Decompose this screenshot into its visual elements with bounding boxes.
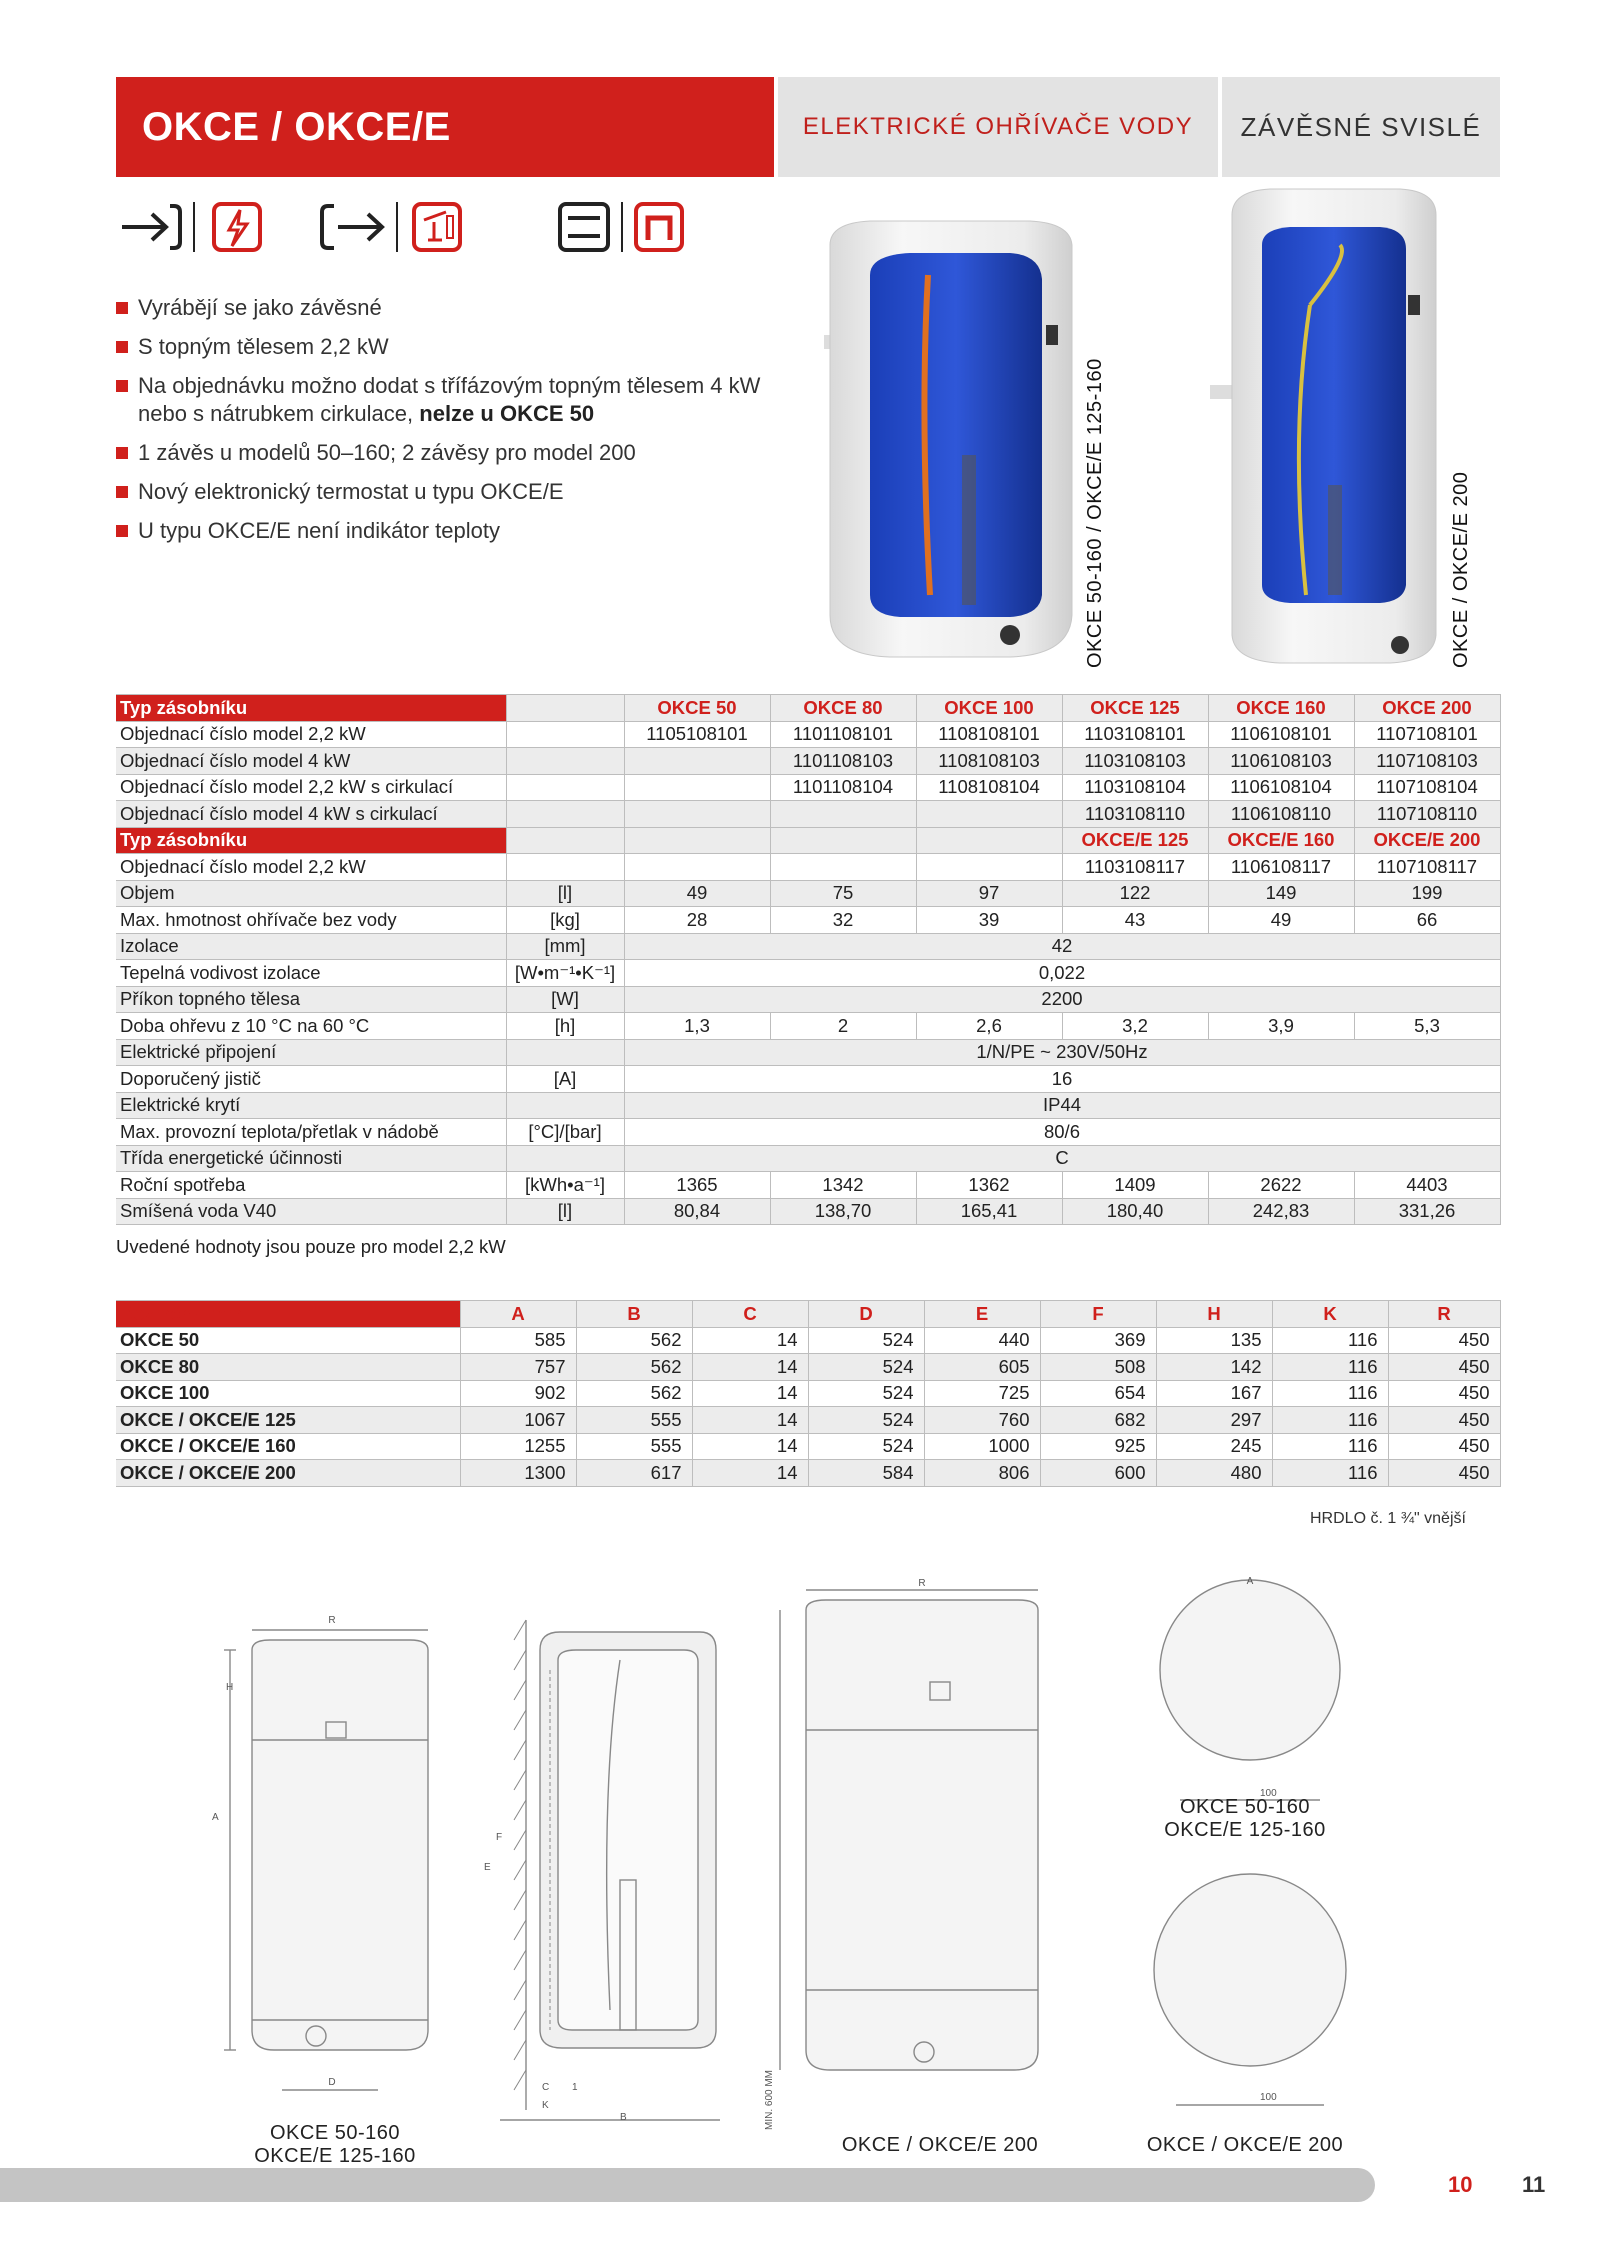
table-cell (624, 827, 770, 854)
table-cell: Max. provozní teplota/přetlak v nádobě (116, 1119, 506, 1146)
table-row (116, 1066, 1500, 1093)
table-cell: OKCE / OKCE/E 125 (116, 1407, 460, 1434)
electric-heating-icon (214, 204, 260, 250)
front-view-200-drawing (780, 1590, 1038, 2070)
table-cell: 902 (460, 1380, 576, 1407)
caption-line: OKCE/E 125-160 (254, 2145, 416, 2167)
heater-image-200 (1210, 185, 1450, 675)
table-cell: 1101108104 (770, 774, 916, 801)
table-row (116, 774, 1500, 801)
table-header-row (116, 1301, 1500, 1328)
table-cell: 584 (808, 1460, 924, 1487)
table-cell: 49 (624, 880, 770, 907)
table-cell: E (924, 1301, 1040, 1328)
table-row (116, 960, 1500, 987)
table-row (116, 1354, 1500, 1381)
table-row (116, 1380, 1500, 1407)
table-cell (624, 854, 770, 881)
table-cell: [kWh•a⁻¹] (506, 1172, 624, 1199)
wall-mount-icon (636, 204, 682, 250)
table-cell: 1106108117 (1208, 854, 1354, 881)
table-cell: 1255 (460, 1433, 576, 1460)
table-cell: 480 (1156, 1460, 1272, 1487)
table-cell: 1103108101 (1062, 721, 1208, 748)
table-cell: Doporučený jistič (116, 1066, 506, 1093)
feature-item (116, 372, 776, 428)
table-cell (506, 695, 624, 722)
table-cell: 1106108101 (1208, 721, 1354, 748)
table-cell: 450 (1388, 1354, 1500, 1381)
table-cell: K (1272, 1301, 1388, 1328)
table-cell: 1103108110 (1062, 801, 1208, 828)
table-cell: [W] (506, 986, 624, 1013)
table-cell: 1103108104 (1062, 774, 1208, 801)
table-cell (624, 748, 770, 775)
table-cell: 1107108103 (1354, 748, 1500, 775)
table-cell (506, 854, 624, 881)
table-cell (506, 1145, 624, 1172)
feature-item: 1 závěs u modelů 50–160; 2 závěsy pro model 200 (116, 439, 816, 467)
page-number-right: 11 (1522, 2172, 1546, 2197)
table-cell (770, 801, 916, 828)
table-cell: 1103108103 (1062, 748, 1208, 775)
category-label: ELEKTRICKÉ OHŘÍVAČE VODY (778, 77, 1218, 177)
page-number-left: 10 (1448, 2172, 1473, 2197)
table-cell: 135 (1156, 1327, 1272, 1354)
table-cell: 1108108104 (916, 774, 1062, 801)
table-cell: Objednací číslo model 2,2 kW (116, 721, 506, 748)
table-cell: 757 (460, 1354, 576, 1381)
table-cell: 524 (808, 1354, 924, 1381)
table-cell: 116 (1272, 1327, 1388, 1354)
drawing-caption-top (1110, 1796, 1380, 1842)
table-cell (770, 827, 916, 854)
table-cell: 14 (692, 1460, 808, 1487)
table-cell: 585 (460, 1327, 576, 1354)
feature-item: S topným tělesem 2,2 kW (116, 333, 816, 361)
dim-letter-k: K (542, 2100, 549, 2111)
table-cell: 1107108104 (1354, 774, 1500, 801)
table-cell: OKCE 100 (116, 1380, 460, 1407)
table-cell: 165,41 (916, 1198, 1062, 1225)
table-cell: 605 (924, 1354, 1040, 1381)
table-cell (506, 721, 624, 748)
table-cell: F (1040, 1301, 1156, 1328)
table-cell: 49 (1208, 907, 1354, 934)
table-cell: 1106108103 (1208, 748, 1354, 775)
table-cell: Rozměry [mm] (116, 1301, 460, 1328)
caption-line: OKCE 50-160 (269, 2122, 400, 2144)
dim-letter-d: D (328, 2077, 336, 2088)
table-cell: Příkon topného tělesa (116, 986, 506, 1013)
table-cell: 97 (916, 880, 1062, 907)
table-cell: Tepelná vodivost izolace (116, 960, 506, 987)
table-cell: 242,83 (1208, 1198, 1354, 1225)
table-cell: Elektrické připojení (116, 1039, 506, 1066)
table-cell: 180,40 (1062, 1198, 1208, 1225)
top-view-drawing (1154, 1580, 1346, 2105)
table-cell: 14 (692, 1407, 808, 1434)
table-cell: 75 (770, 880, 916, 907)
spec-table (116, 694, 1501, 1225)
table-cell: C (692, 1301, 808, 1328)
table-cell: 562 (576, 1327, 692, 1354)
table-row (116, 1172, 1500, 1199)
feature-item: Vyrábějí se jako závěsné (116, 294, 816, 322)
table-cell: 80/6 (624, 1119, 1500, 1146)
table-cell (770, 854, 916, 881)
table-cell: 760 (924, 1407, 1040, 1434)
feature-text: Na objednávku možno dodat s třífázovým topným tělesem 4 kW nebo s nátrubkem cirkulace, (138, 373, 761, 426)
table-cell: 450 (1388, 1327, 1500, 1354)
inlet-arrow-icon (122, 202, 194, 252)
table-cell: 1101108101 (770, 721, 916, 748)
table-cell: 5,3 (1354, 1013, 1500, 1040)
page-title: OKCE / OKCE/E (116, 77, 774, 177)
table-cell: 14 (692, 1433, 808, 1460)
table-cell: 1107108101 (1354, 721, 1500, 748)
table-cell: Objem (116, 880, 506, 907)
drawing-caption-front-200: OKCE / OKCE/E 200 (841, 2134, 1039, 2156)
table-cell: 1108108103 (916, 748, 1062, 775)
table-cell: 450 (1388, 1380, 1500, 1407)
table-cell: 43 (1062, 907, 1208, 934)
table-row (116, 1433, 1500, 1460)
table-row (116, 801, 1500, 828)
table-cell: OKCE 80 (116, 1354, 460, 1381)
table-row (116, 880, 1500, 907)
table-cell: 80,84 (624, 1198, 770, 1225)
table-cell: 1107108110 (1354, 801, 1500, 828)
table-cell: 39 (916, 907, 1062, 934)
table-cell: 1106108104 (1208, 774, 1354, 801)
table-cell: [kg] (506, 907, 624, 934)
table-cell: 2622 (1208, 1172, 1354, 1199)
table-cell: 16 (624, 1066, 1500, 1093)
feature-bold: nelze u OKCE 50 (419, 401, 595, 426)
table-cell (624, 774, 770, 801)
table-cell (916, 801, 1062, 828)
table-cell: Typ zásobníku (116, 695, 506, 722)
table-cell: 450 (1388, 1433, 1500, 1460)
table-cell: [A] (506, 1066, 624, 1093)
table-cell: 1000 (924, 1433, 1040, 1460)
caption-line: OKCE/E 125-160 (1164, 1819, 1326, 1841)
table-cell: OKCE 50 (116, 1327, 460, 1354)
table-cell (506, 1092, 624, 1119)
dim-letter-r-200: R (918, 1578, 926, 1589)
table-cell: B (576, 1301, 692, 1328)
table-cell: [°C]/[bar] (506, 1119, 624, 1146)
table-cell: 199 (1354, 880, 1500, 907)
table-cell: 3,9 (1208, 1013, 1354, 1040)
table-cell: 925 (1040, 1433, 1156, 1460)
table-cell: OKCE 80 (770, 695, 916, 722)
dim-letter-one: 1 (572, 2082, 578, 2093)
table-cell: Izolace (116, 933, 506, 960)
table-cell: 1/N/PE ~ 230V/50Hz (624, 1039, 1500, 1066)
table-cell: 0,022 (624, 960, 1500, 987)
feature-icons (116, 192, 716, 262)
table-cell: 297 (1156, 1407, 1272, 1434)
dim-letter-c: C (542, 2082, 550, 2093)
table-cell: OKCE/E 200 (1354, 827, 1500, 854)
table-row (116, 827, 1500, 854)
table-cell: H (1156, 1301, 1272, 1328)
table-cell: 1105108101 (624, 721, 770, 748)
table-cell: 524 (808, 1407, 924, 1434)
table-cell: 2 (770, 1013, 916, 1040)
table-cell: C (624, 1145, 1500, 1172)
table-row (116, 1327, 1500, 1354)
feature-item: Nový elektronický termostat u typu OKCE/E (116, 478, 816, 506)
feature-list (116, 294, 816, 556)
table-cell: [l] (506, 880, 624, 907)
table-cell: [mm] (506, 933, 624, 960)
table-cell: Objednací číslo model 4 kW (116, 748, 506, 775)
table-cell: Objednací číslo model 2,2 kW (116, 854, 506, 881)
table-cell: Max. hmotnost ohřívače bez vody (116, 907, 506, 934)
tools-icon (560, 202, 622, 252)
table-cell: 600 (1040, 1460, 1156, 1487)
dim-label-100-200: 100 (1260, 2092, 1277, 2103)
table-cell: 167 (1156, 1380, 1272, 1407)
table-cell: 1342 (770, 1172, 916, 1199)
table-cell: 1,3 (624, 1013, 770, 1040)
table-cell: 524 (808, 1380, 924, 1407)
table-cell: 1362 (916, 1172, 1062, 1199)
min-distance-label: MIN. 600 MM (764, 2069, 775, 2130)
table-cell (916, 827, 1062, 854)
table-row (116, 1092, 1500, 1119)
dimensions-table (116, 1300, 1501, 1487)
table-cell (506, 774, 624, 801)
table-cell: 1365 (624, 1172, 770, 1199)
table-cell: 555 (576, 1407, 692, 1434)
drawing-caption-front (200, 2122, 470, 2168)
table-cell: OKCE / OKCE/E 160 (116, 1433, 460, 1460)
table-cell: [h] (506, 1013, 624, 1040)
table-cell: 122 (1062, 880, 1208, 907)
table-cell: 1107108117 (1354, 854, 1500, 881)
table-cell (916, 854, 1062, 881)
table-cell: Smíšená voda V40 (116, 1198, 506, 1225)
table-cell: 14 (692, 1354, 808, 1381)
table-cell: 14 (692, 1327, 808, 1354)
table-cell: 1300 (460, 1460, 576, 1487)
table-cell: 42 (624, 933, 1500, 960)
table-cell: [l] (506, 1198, 624, 1225)
table-row (116, 907, 1500, 934)
table-cell: Objednací číslo model 4 kW s cirkulací (116, 801, 506, 828)
table-cell: 1067 (460, 1407, 576, 1434)
table-cell: IP44 (624, 1092, 1500, 1119)
table-row (116, 1119, 1500, 1146)
dim-letter-b: B (620, 2112, 627, 2123)
table-cell: A (460, 1301, 576, 1328)
table-row (116, 1407, 1500, 1434)
table-row (116, 748, 1500, 775)
table-cell: 4403 (1354, 1172, 1500, 1199)
technical-drawings (200, 1576, 1560, 2130)
table-cell: 1103108117 (1062, 854, 1208, 881)
table-cell: Roční spotřeba (116, 1172, 506, 1199)
drawing-caption-top-200: OKCE / OKCE/E 200 (1146, 2134, 1344, 2156)
table-cell: 245 (1156, 1433, 1272, 1460)
table-cell: OKCE 125 (1062, 695, 1208, 722)
table-cell: 116 (1272, 1380, 1388, 1407)
table-cell: 116 (1272, 1433, 1388, 1460)
table-row (116, 1460, 1500, 1487)
table-cell: 138,70 (770, 1198, 916, 1225)
table-cell: 14 (692, 1380, 808, 1407)
table-cell: 1101108103 (770, 748, 916, 775)
table-cell: 32 (770, 907, 916, 934)
table-row (116, 1145, 1500, 1172)
table-cell: 2,6 (916, 1013, 1062, 1040)
caption-line: OKCE 50-160 (1179, 1796, 1310, 1818)
table-cell: 725 (924, 1380, 1040, 1407)
table-cell: 450 (1388, 1460, 1500, 1487)
table-cell: 369 (1040, 1327, 1156, 1354)
table-cell: 806 (924, 1460, 1040, 1487)
table-cell: 562 (576, 1354, 692, 1381)
table-cell: 66 (1354, 907, 1500, 934)
table-cell: 682 (1040, 1407, 1156, 1434)
table-cell: OKCE 50 (624, 695, 770, 722)
table-cell: D (808, 1301, 924, 1328)
table-cell: 440 (924, 1327, 1040, 1354)
table-cell: 149 (1208, 880, 1354, 907)
table-row (116, 1039, 1500, 1066)
table-row (116, 1013, 1500, 1040)
table-cell: Třída energetické účinnosti (116, 1145, 506, 1172)
table-cell (624, 801, 770, 828)
table-row (116, 854, 1500, 881)
table-cell: Doba ohřevu z 10 °C na 60 °C (116, 1013, 506, 1040)
dim-label-100: 100 (1260, 1788, 1277, 1799)
table-cell: 654 (1040, 1380, 1156, 1407)
table-cell: Objednací číslo model 2,2 kW s cirkulací (116, 774, 506, 801)
table-cell: 524 (808, 1433, 924, 1460)
table-cell: OKCE 100 (916, 695, 1062, 722)
thermostat-icon (414, 204, 460, 250)
table-row (116, 986, 1500, 1013)
table-cell: 450 (1388, 1407, 1500, 1434)
table-cell: 1106108110 (1208, 801, 1354, 828)
table-cell: 28 (624, 907, 770, 934)
table-cell: 3,2 (1062, 1013, 1208, 1040)
table-cell: 617 (576, 1460, 692, 1487)
table-cell: OKCE 200 (1354, 695, 1500, 722)
table-cell: 562 (576, 1380, 692, 1407)
table-row (116, 695, 1500, 722)
thread-note: HRDLO č. 1 ¾" vnější (1310, 1510, 1466, 1527)
table-cell: 116 (1272, 1354, 1388, 1381)
feature-item: U typu OKCE/E není indikátor teploty (116, 517, 816, 545)
table-cell: R (1388, 1301, 1500, 1328)
table-cell: 142 (1156, 1354, 1272, 1381)
table-cell: Typ zásobníku (116, 827, 506, 854)
table-cell: OKCE/E 160 (1208, 827, 1354, 854)
table-cell: 524 (808, 1327, 924, 1354)
table-cell: OKCE/E 125 (1062, 827, 1208, 854)
product-label-50-160: OKCE 50-160 / OKCE/E 125-160 (1084, 358, 1106, 668)
table-cell: Elektrické krytí (116, 1092, 506, 1119)
table-cell: OKCE 160 (1208, 695, 1354, 722)
dim-letter-h: H (226, 1682, 234, 1693)
table-cell: OKCE / OKCE/E 200 (116, 1460, 460, 1487)
table-cell: 331,26 (1354, 1198, 1500, 1225)
footer-bar (0, 2168, 1375, 2202)
product-label-200: OKCE / OKCE/E 200 (1450, 471, 1472, 668)
table-cell: [W•m⁻¹•K⁻¹] (506, 960, 624, 987)
dim-letter-f: F (496, 1832, 503, 1843)
spec-note: Uvedené hodnoty jsou pouze pro model 2,2 kW (116, 1236, 506, 1257)
table-cell: 508 (1040, 1354, 1156, 1381)
table-row (116, 933, 1500, 960)
dim-letter-a-top: A (1246, 1576, 1254, 1587)
table-cell: 2200 (624, 986, 1500, 1013)
table-row (116, 1198, 1500, 1225)
table-cell (506, 827, 624, 854)
outlet-arrow-icon (322, 202, 397, 252)
table-cell: 116 (1272, 1407, 1388, 1434)
dim-letter-r: R (328, 1615, 336, 1626)
mounting-label: ZÁVĚSNÉ SVISLÉ (1222, 77, 1500, 177)
table-cell (506, 1039, 624, 1066)
table-cell (506, 748, 624, 775)
cutaway-drawing (500, 1620, 720, 2120)
heater-image-50-160 (810, 215, 1090, 675)
dim-letter-e: E (484, 1862, 491, 1873)
table-cell: 1108108101 (916, 721, 1062, 748)
table-row (116, 721, 1500, 748)
front-view-drawing (224, 1630, 428, 2090)
dim-letter-a: A (212, 1812, 219, 1823)
table-cell: 555 (576, 1433, 692, 1460)
table-cell (506, 801, 624, 828)
table-cell: 116 (1272, 1460, 1388, 1487)
table-cell: 1409 (1062, 1172, 1208, 1199)
